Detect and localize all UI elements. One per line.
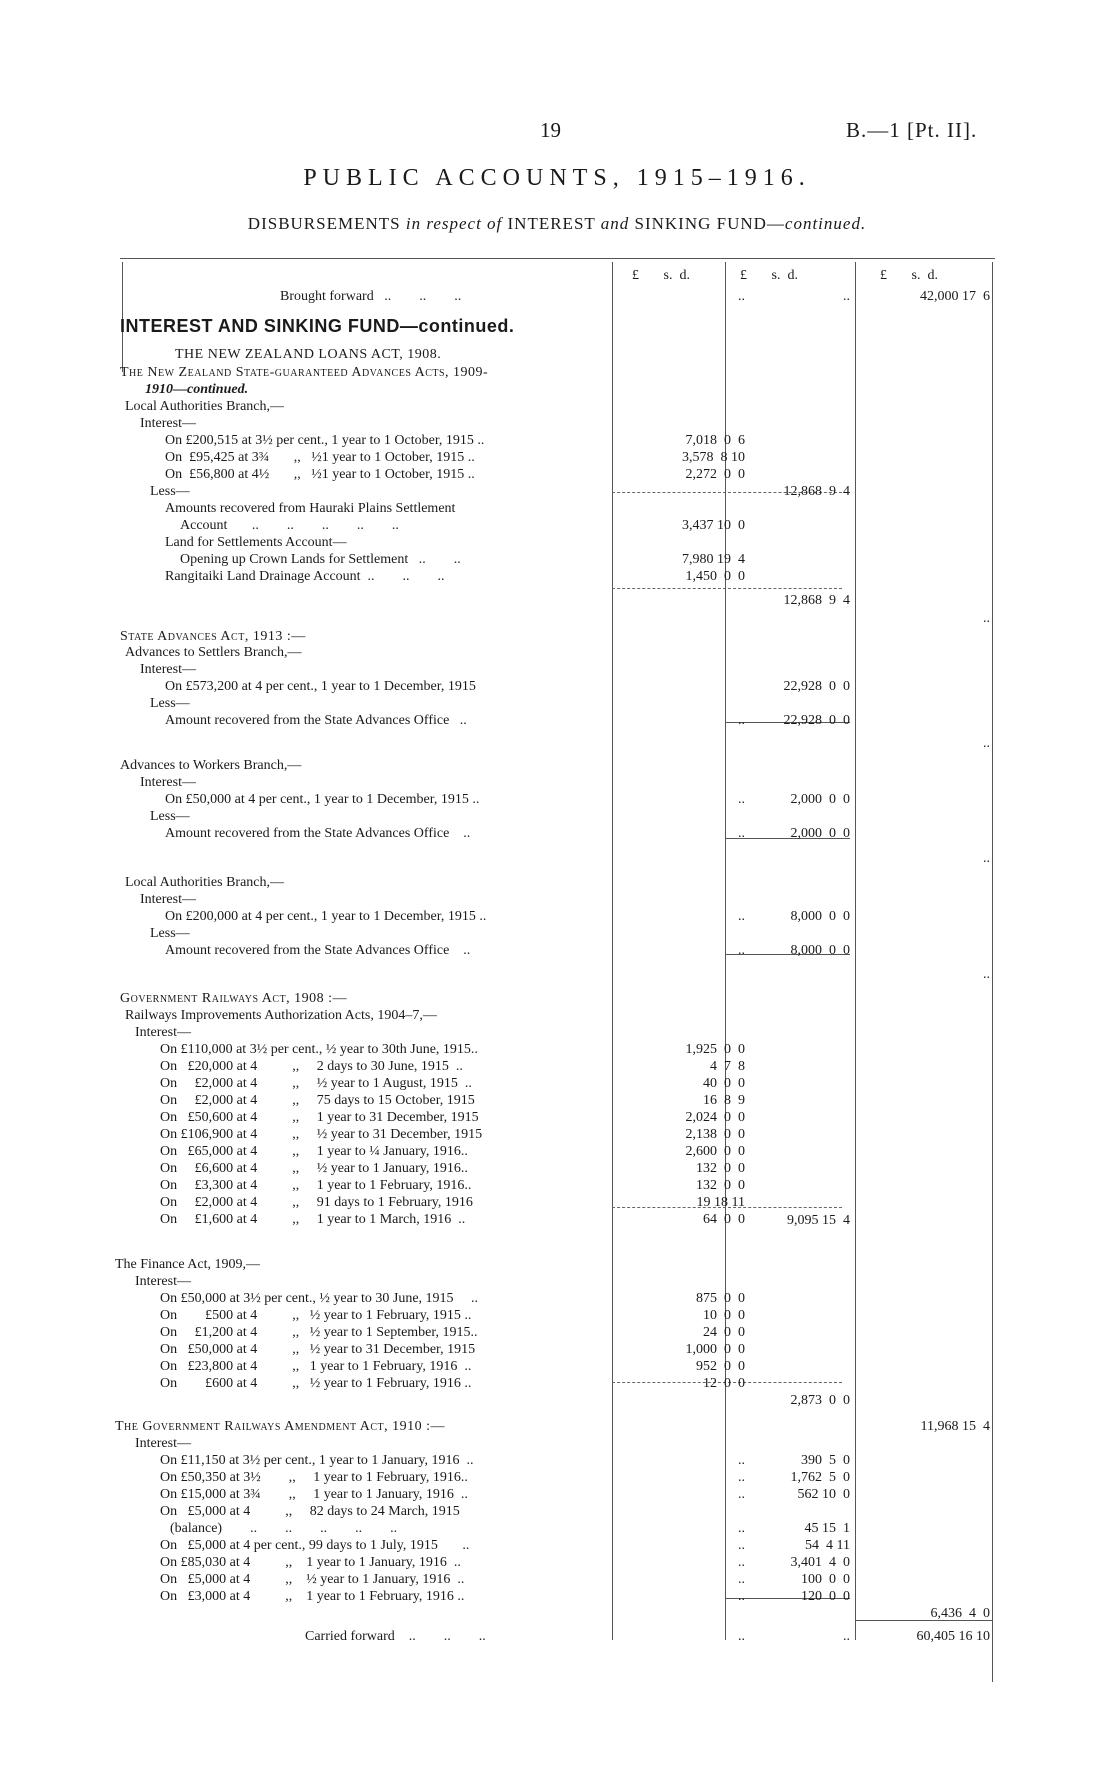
amount-col-1: .. — [738, 1572, 745, 1587]
table-row — [120, 678, 1000, 695]
amount-col-1: .. — [738, 1487, 745, 1502]
row-description: Amounts recovered from Hauraki Plains Settlement — [165, 501, 456, 516]
row-description: INTEREST AND SINKING FUND—continued. — [120, 316, 515, 336]
table-row — [120, 1375, 1000, 1392]
amount-col-1: 2,138 0 0 — [685, 1127, 745, 1142]
row-description: Amount recovered from the State Advances Office .. — [165, 826, 471, 841]
table-row — [120, 318, 1000, 335]
row-description: Interest— — [140, 662, 196, 677]
table-row — [120, 1273, 1000, 1290]
row-description: On £1,200 at 4 ,, ½ year to 1 September, 1915.. — [160, 1325, 478, 1340]
subtotal-rule — [612, 588, 842, 589]
table-row — [120, 1605, 1000, 1622]
table-row — [120, 644, 1000, 661]
amount-col-2: 22,928 0 0 — [783, 679, 850, 694]
amount-col-1: 2,024 0 0 — [685, 1110, 745, 1125]
table-row — [120, 774, 1000, 791]
table-row — [120, 695, 1000, 712]
amount-col-2: 120 0 0 — [801, 1589, 850, 1604]
col-head-2: £ s. d. — [740, 268, 798, 283]
amount-col-1: 19 18 11 — [696, 1195, 745, 1210]
table-row — [120, 1058, 1000, 1075]
amount-col-1: 875 0 0 — [696, 1291, 745, 1306]
row-description: On £5,000 at 4 ,, 82 days to 24 March, 1915 — [160, 1504, 460, 1519]
table-row — [120, 1212, 1000, 1229]
row-description: On £15,000 at 3¾ ,, 1 year to 1 January, 1916 .. — [160, 1487, 468, 1502]
table-row — [120, 1194, 1000, 1211]
amount-col-1: 3,578 8 10 — [682, 450, 745, 465]
table-row — [120, 1486, 1000, 1503]
table-row — [120, 610, 1000, 627]
amount-col-1: .. — [738, 1521, 745, 1536]
amount-col-3: .. — [983, 967, 990, 982]
amount-col-2: 12,868 9 4 — [783, 593, 850, 608]
row-description: Government Railways Act, 1908 :— — [120, 991, 348, 1006]
row-description: 1910—continued. — [145, 382, 249, 397]
table-row — [120, 381, 1000, 398]
amount-col-1: 1,925 0 0 — [685, 1042, 745, 1057]
amount-col-2: 9,095 15 4 — [787, 1213, 850, 1228]
col-head-3: £ s. d. — [880, 268, 938, 283]
table-row — [120, 966, 1000, 983]
subtitle-part-1: DISBURSEMENTS — [247, 214, 401, 233]
table-row — [120, 1290, 1000, 1307]
amount-col-2: 45 15 1 — [804, 1521, 850, 1536]
amount-col-1: 40 0 0 — [703, 1076, 745, 1091]
page-number: 19 — [540, 118, 561, 142]
row-description: On £50,600 at 4 ,, 1 year to 31 December, 1915 — [160, 1110, 479, 1125]
table-row — [120, 1075, 1000, 1092]
row-description: On £1,600 at 4 ,, 1 year to 1 March, 1916 .. — [160, 1212, 466, 1227]
table-row — [120, 1503, 1000, 1520]
table-row — [120, 661, 1000, 678]
table-row — [120, 908, 1000, 925]
row-description: On £200,515 at 3½ per cent., 1 year to 1 October, 1915 .. — [165, 433, 485, 448]
table-row — [120, 1307, 1000, 1324]
amount-col-1: 7,980 19 4 — [682, 552, 745, 567]
amount-col-3: .. — [983, 736, 990, 751]
table-row — [120, 1358, 1000, 1375]
document-reference: B.—1 [Pt. II]. — [846, 118, 978, 142]
table-row — [120, 568, 1000, 585]
table-row — [120, 850, 1000, 867]
row-description: On £2,000 at 4 ,, 75 days to 15 October, 1915 — [160, 1093, 475, 1108]
row-description: Amount recovered from the State Advances Office .. — [165, 713, 467, 728]
table-row — [120, 1143, 1000, 1160]
row-description: On £50,000 at 3½ per cent., ½ year to 30 June, 1915 .. — [160, 1291, 479, 1306]
table-row — [120, 1588, 1000, 1605]
amount-col-2: 2,000 0 0 — [790, 792, 850, 807]
row-description: On £23,800 at 4 ,, 1 year to 1 February, 1916 .. — [160, 1359, 472, 1374]
row-description: Local Authorities Branch,— — [125, 875, 285, 890]
table-row — [120, 415, 1000, 432]
row-description: Less— — [150, 926, 190, 941]
amount-col-1: 2,272 0 0 — [685, 467, 745, 482]
amount-col-1: .. — [738, 1470, 745, 1485]
table-row — [120, 990, 1000, 1007]
amount-col-1: 24 0 0 — [703, 1325, 745, 1340]
table-row — [120, 628, 1000, 645]
amount-col-2: 100 0 0 — [801, 1572, 850, 1587]
row-description: THE NEW ZEALAND LOANS ACT, 1908. — [175, 347, 442, 362]
table-row — [120, 449, 1000, 466]
page-title: PUBLIC ACCOUNTS, 1915–1916. — [303, 165, 811, 191]
table-row — [120, 825, 1000, 842]
amount-col-1: 132 0 0 — [696, 1178, 745, 1193]
row-description: On £95,425 at 3¾ ,, ½1 year to 1 October, 1915 .. — [165, 450, 475, 465]
amount-col-1: .. — [738, 1629, 745, 1644]
amount-col-2: 3,401 4 0 — [790, 1555, 850, 1570]
amount-col-1: 4 7 8 — [710, 1059, 745, 1074]
table-row — [120, 364, 1000, 381]
table-row — [120, 288, 1000, 305]
row-description: Interest— — [140, 775, 196, 790]
amount-col-3: .. — [983, 611, 990, 626]
amount-col-2: 8,000 0 0 — [790, 943, 850, 958]
row-description: On £110,000 at 3½ per cent., ½ year to 30th June, 1915.. — [160, 1042, 478, 1057]
row-description: The Finance Act, 1909,— — [115, 1257, 261, 1272]
row-description: (balance) .. .. .. .. .. — [170, 1521, 398, 1536]
row-description: Advances to Settlers Branch,— — [125, 645, 302, 660]
amount-col-1: .. — [738, 1555, 745, 1570]
table-row — [120, 346, 1000, 363]
table-row — [120, 1041, 1000, 1058]
amount-col-2: 22,928 0 0 — [783, 713, 850, 728]
amount-col-1: .. — [738, 826, 745, 841]
amount-col-2: 54 4 11 — [805, 1538, 850, 1553]
row-description: Advances to Workers Branch,— — [120, 758, 302, 773]
row-description: The New Zealand State-guaranteed Advances Acts, 1909- — [120, 365, 489, 380]
table-row — [120, 1628, 1000, 1645]
row-description: On £500 at 4 ,, ½ year to 1 February, 1915 .. — [160, 1308, 472, 1323]
amount-col-1: .. — [738, 909, 745, 924]
amount-col-1: .. — [738, 1453, 745, 1468]
amount-col-1: 952 0 0 — [696, 1359, 745, 1374]
row-description: On £600 at 4 ,, ½ year to 1 February, 1916 .. — [160, 1376, 472, 1391]
row-description: On £2,000 at 4 ,, 91 days to 1 February, 1916 — [160, 1195, 473, 1210]
amount-col-1: 16 8 9 — [703, 1093, 745, 1108]
row-description: Opening up Crown Lands for Settlement .. .. — [180, 552, 461, 567]
row-description: Railways Improvements Authorization Acts, 1904–7,— — [125, 1008, 437, 1023]
amount-col-2: 12,868 9 4 — [783, 484, 850, 499]
table-row — [115, 1256, 1000, 1273]
amount-col-1: 10 0 0 — [703, 1308, 745, 1323]
row-description: Rangitaiki Land Drainage Account .. .. .. — [165, 569, 445, 584]
row-description: Interest— — [135, 1025, 191, 1040]
row-description: State Advances Act, 1913 :— — [120, 629, 306, 644]
table-row — [120, 500, 1000, 517]
row-description: On £5,000 at 4 per cent., 99 days to 1 July, 1915 .. — [160, 1538, 470, 1553]
table-row — [120, 1571, 1000, 1588]
row-description: On £200,000 at 4 per cent., 1 year to 1 December, 1915 .. — [165, 909, 487, 924]
row-description: Amount recovered from the State Advances Office .. — [165, 943, 471, 958]
table-row — [120, 874, 1000, 891]
row-description: On £5,000 at 4 ,, ½ year to 1 January, 1916 .. — [160, 1572, 465, 1587]
table-row — [120, 1109, 1000, 1126]
row-description: Brought forward .. .. .. — [280, 289, 462, 304]
table-row — [120, 1341, 1000, 1358]
row-description: Account .. .. .. .. .. — [180, 518, 399, 533]
subtitle-part-2: in respect of — [405, 214, 503, 233]
table-row — [120, 1324, 1000, 1341]
table-row — [120, 534, 1000, 551]
row-description: On £573,200 at 4 per cent., 1 year to 1 December, 1915 — [165, 679, 476, 694]
amount-col-1: .. — [738, 1589, 745, 1604]
table-row — [120, 1092, 1000, 1109]
table-row — [120, 1537, 1000, 1554]
row-description: Interest— — [140, 892, 196, 907]
amount-col-3: 60,405 16 10 — [916, 1629, 990, 1644]
row-description: On £85,030 at 4 ,, 1 year to 1 January, 1916 .. — [160, 1555, 461, 1570]
table-row — [120, 1435, 1000, 1452]
table-row — [115, 1418, 1000, 1435]
row-description: On £65,000 at 4 ,, 1 year to ¼ January, 1916.. — [160, 1144, 468, 1159]
table-row — [120, 466, 1000, 483]
row-description: The Government Railways Amendment Act, 1910 :— — [115, 1419, 446, 1434]
row-description: Land for Settlements Account— — [165, 535, 347, 550]
amount-col-1: 1,450 0 0 — [685, 569, 745, 584]
subtitle-part-5: SINKING FUND— — [634, 214, 785, 233]
amount-col-2: .. — [843, 289, 850, 304]
amount-col-3: 11,968 15 4 — [920, 1419, 990, 1434]
table-row — [120, 925, 1000, 942]
table-row — [120, 1126, 1000, 1143]
row-description: Carried forward .. .. .. — [305, 1629, 486, 1644]
amount-col-1: .. — [738, 289, 745, 304]
row-description: Less— — [150, 484, 190, 499]
table-row — [120, 517, 1000, 534]
table-row — [120, 1160, 1000, 1177]
table-row — [120, 1469, 1000, 1486]
row-description: On £20,000 at 4 ,, 2 days to 30 June, 1915 .. — [160, 1059, 463, 1074]
row-description: On £50,000 at 4 ,, ½ year to 31 December, 1915 — [160, 1342, 476, 1357]
row-description: On £3,000 at 4 ,, 1 year to 1 February, 1916 .. — [160, 1589, 465, 1604]
table-row — [120, 551, 1000, 568]
amount-col-1: 3,437 10 0 — [682, 518, 745, 533]
table-row — [120, 398, 1000, 415]
amount-col-2: 390 5 0 — [801, 1453, 850, 1468]
row-description: On £50,000 at 4 per cent., 1 year to 1 December, 1915 .. — [165, 792, 480, 807]
amount-col-2: 8,000 0 0 — [790, 909, 850, 924]
row-description: On £106,900 at 4 ,, ½ year to 31 December, 1915 — [160, 1127, 483, 1142]
table-row — [120, 735, 1000, 752]
table-row — [120, 1452, 1000, 1469]
amount-col-2: 562 10 0 — [797, 1487, 850, 1502]
table-row — [120, 1007, 1000, 1024]
row-description: Interest— — [135, 1274, 191, 1289]
amount-col-3: 6,436 4 0 — [930, 1606, 990, 1621]
subtitle-part-6: continued. — [784, 214, 867, 233]
amount-col-1: 64 0 0 — [703, 1212, 745, 1227]
table-row — [120, 942, 1000, 959]
table-top-rule — [120, 258, 995, 259]
row-description: Less— — [150, 696, 190, 711]
row-description: On £50,350 at 3½ ,, 1 year to 1 February, 1916.. — [160, 1470, 468, 1485]
amount-col-1: 7,018 0 6 — [685, 433, 745, 448]
amount-col-3: 42,000 17 6 — [920, 289, 990, 304]
table-row — [120, 712, 1000, 729]
table-row — [120, 592, 1000, 609]
amount-col-2: 1,762 5 0 — [790, 1470, 850, 1485]
amount-col-2: 2,873 0 0 — [790, 1393, 850, 1408]
table-row — [120, 432, 1000, 449]
page-subtitle — [0, 214, 1114, 234]
table-row — [120, 1024, 1000, 1041]
table-row — [120, 1554, 1000, 1571]
subtitle-part-3: INTEREST — [507, 214, 596, 233]
amount-col-1: 132 0 0 — [696, 1161, 745, 1176]
amount-col-1: 12 0 0 — [703, 1376, 745, 1391]
col-head-1: £ s. d. — [632, 268, 690, 283]
table-row — [120, 483, 1000, 500]
row-description: Local Authorities Branch,— — [125, 399, 285, 414]
row-description: On £11,150 at 3½ per cent., 1 year to 1 January, 1916 .. — [160, 1453, 474, 1468]
table-row — [120, 891, 1000, 908]
amount-col-1: .. — [738, 943, 745, 958]
row-description: On £3,300 at 4 ,, 1 year to 1 February, 1916.. — [160, 1178, 472, 1193]
table-row — [120, 1177, 1000, 1194]
table-row — [120, 808, 1000, 825]
amount-col-1: .. — [738, 792, 745, 807]
table-row — [120, 1520, 1000, 1537]
subtitle-part-4: and — [600, 214, 630, 233]
table-row — [120, 1392, 1000, 1409]
row-description: On £56,800 at 4½ ,, ½1 year to 1 October, 1915 .. — [165, 467, 475, 482]
row-description: Interest— — [140, 416, 196, 431]
amount-col-3: .. — [983, 851, 990, 866]
row-description: Interest— — [135, 1436, 191, 1451]
row-description: On £6,600 at 4 ,, ½ year to 1 January, 1916.. — [160, 1161, 468, 1176]
amount-col-1: .. — [738, 713, 745, 728]
amount-col-1: 1,000 0 0 — [685, 1342, 745, 1357]
row-description: Less— — [150, 809, 190, 824]
row-description: On £2,000 at 4 ,, ½ year to 1 August, 1915 .. — [160, 1076, 472, 1091]
table-row — [120, 757, 1000, 774]
amount-col-1: .. — [738, 1538, 745, 1553]
table-row — [120, 791, 1000, 808]
amount-col-1: 2,600 0 0 — [685, 1144, 745, 1159]
amount-col-2: 2,000 0 0 — [790, 826, 850, 841]
amount-col-2: .. — [843, 1629, 850, 1644]
